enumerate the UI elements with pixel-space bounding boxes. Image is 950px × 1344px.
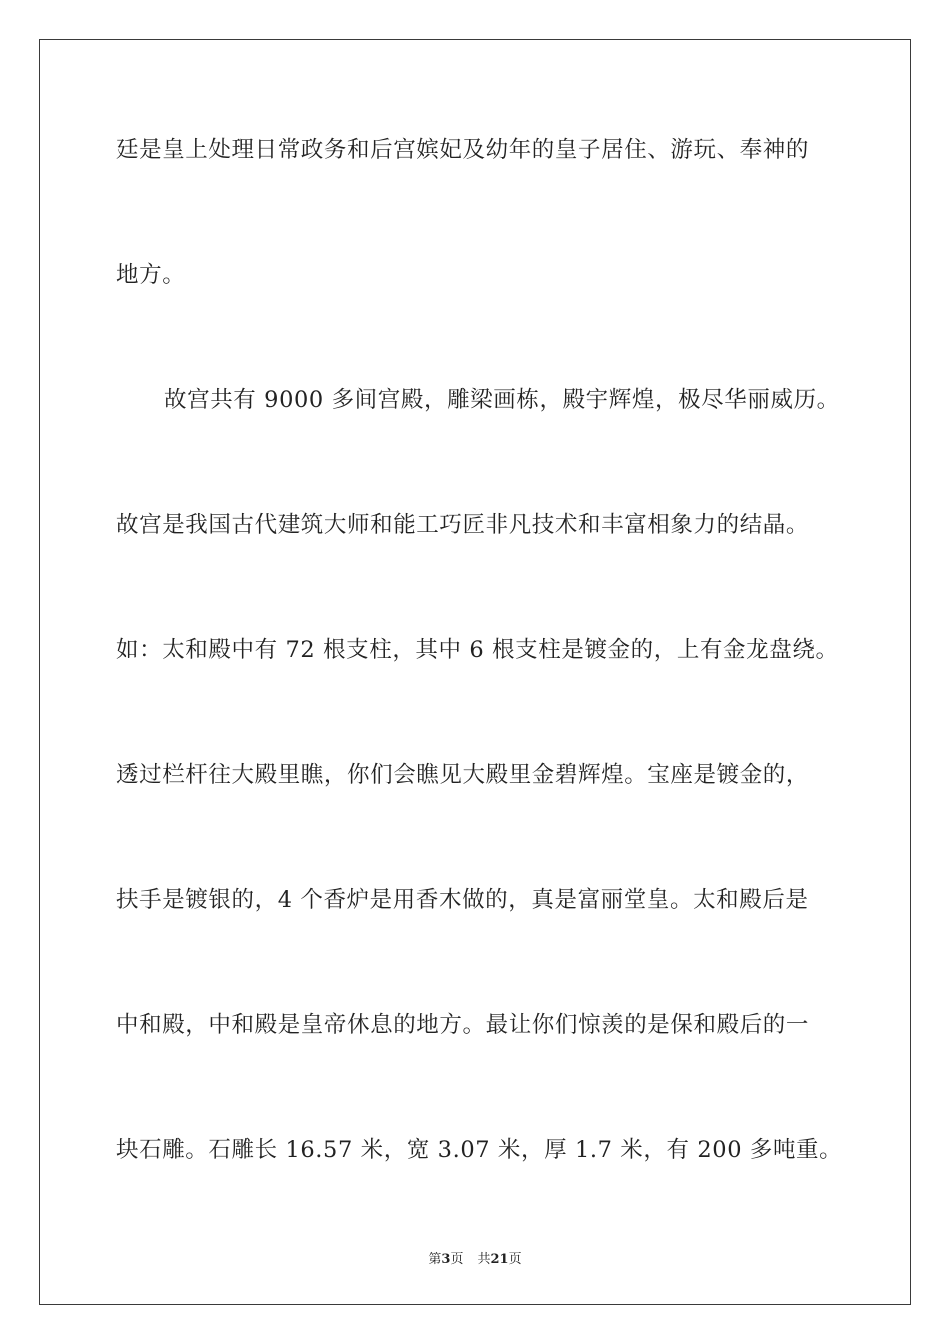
text-line-8: 中和殿，中和殿是皇帝休息的地方。最让你们惊羡的是保和殿后的一 [116, 1012, 810, 1038]
page-suffix: 页 [450, 1252, 464, 1267]
paragraph-start-line: 故宫共有 9000 多间宫殿，雕梁画栋，殿宇辉煌，极尽华丽威历。 [164, 387, 840, 413]
total-suffix: 页 [508, 1252, 522, 1267]
page-prefix: 第 [428, 1252, 442, 1267]
text-line-6: 透过栏杆往大殿里瞧，你们会瞧见大殿里金碧辉煌。宝座是镀金的， [116, 762, 810, 788]
text-line-1: 廷是皇上处理日常政务和后宫嫔妃及幼年的皇子居住、游玩、奉神的 [116, 137, 810, 163]
text-line-7: 扶手是镀银的，4 个香炉是用香木做的，真是富丽堂皇。太和殿后是 [116, 887, 809, 913]
total-pages: 21 [490, 1252, 509, 1267]
text-line-4: 故宫是我国古代建筑大师和能工巧匠非凡技术和丰富相象力的结晶。 [116, 512, 810, 538]
page-footer [0, 1248, 950, 1267]
page-border [39, 39, 911, 1305]
text-line-9: 块石雕。石雕长 16.57 米，宽 3.07 米，厚 1.7 米，有 200 多吨重。 [116, 1137, 843, 1163]
text-line-5: 如：太和殿中有 72 根支柱，其中 6 根支柱是镀金的，上有金龙盘绕。 [116, 637, 839, 663]
page-number: 3 [441, 1252, 451, 1267]
text-line-2: 地方。 [116, 262, 186, 288]
total-prefix: 共 [477, 1252, 491, 1267]
